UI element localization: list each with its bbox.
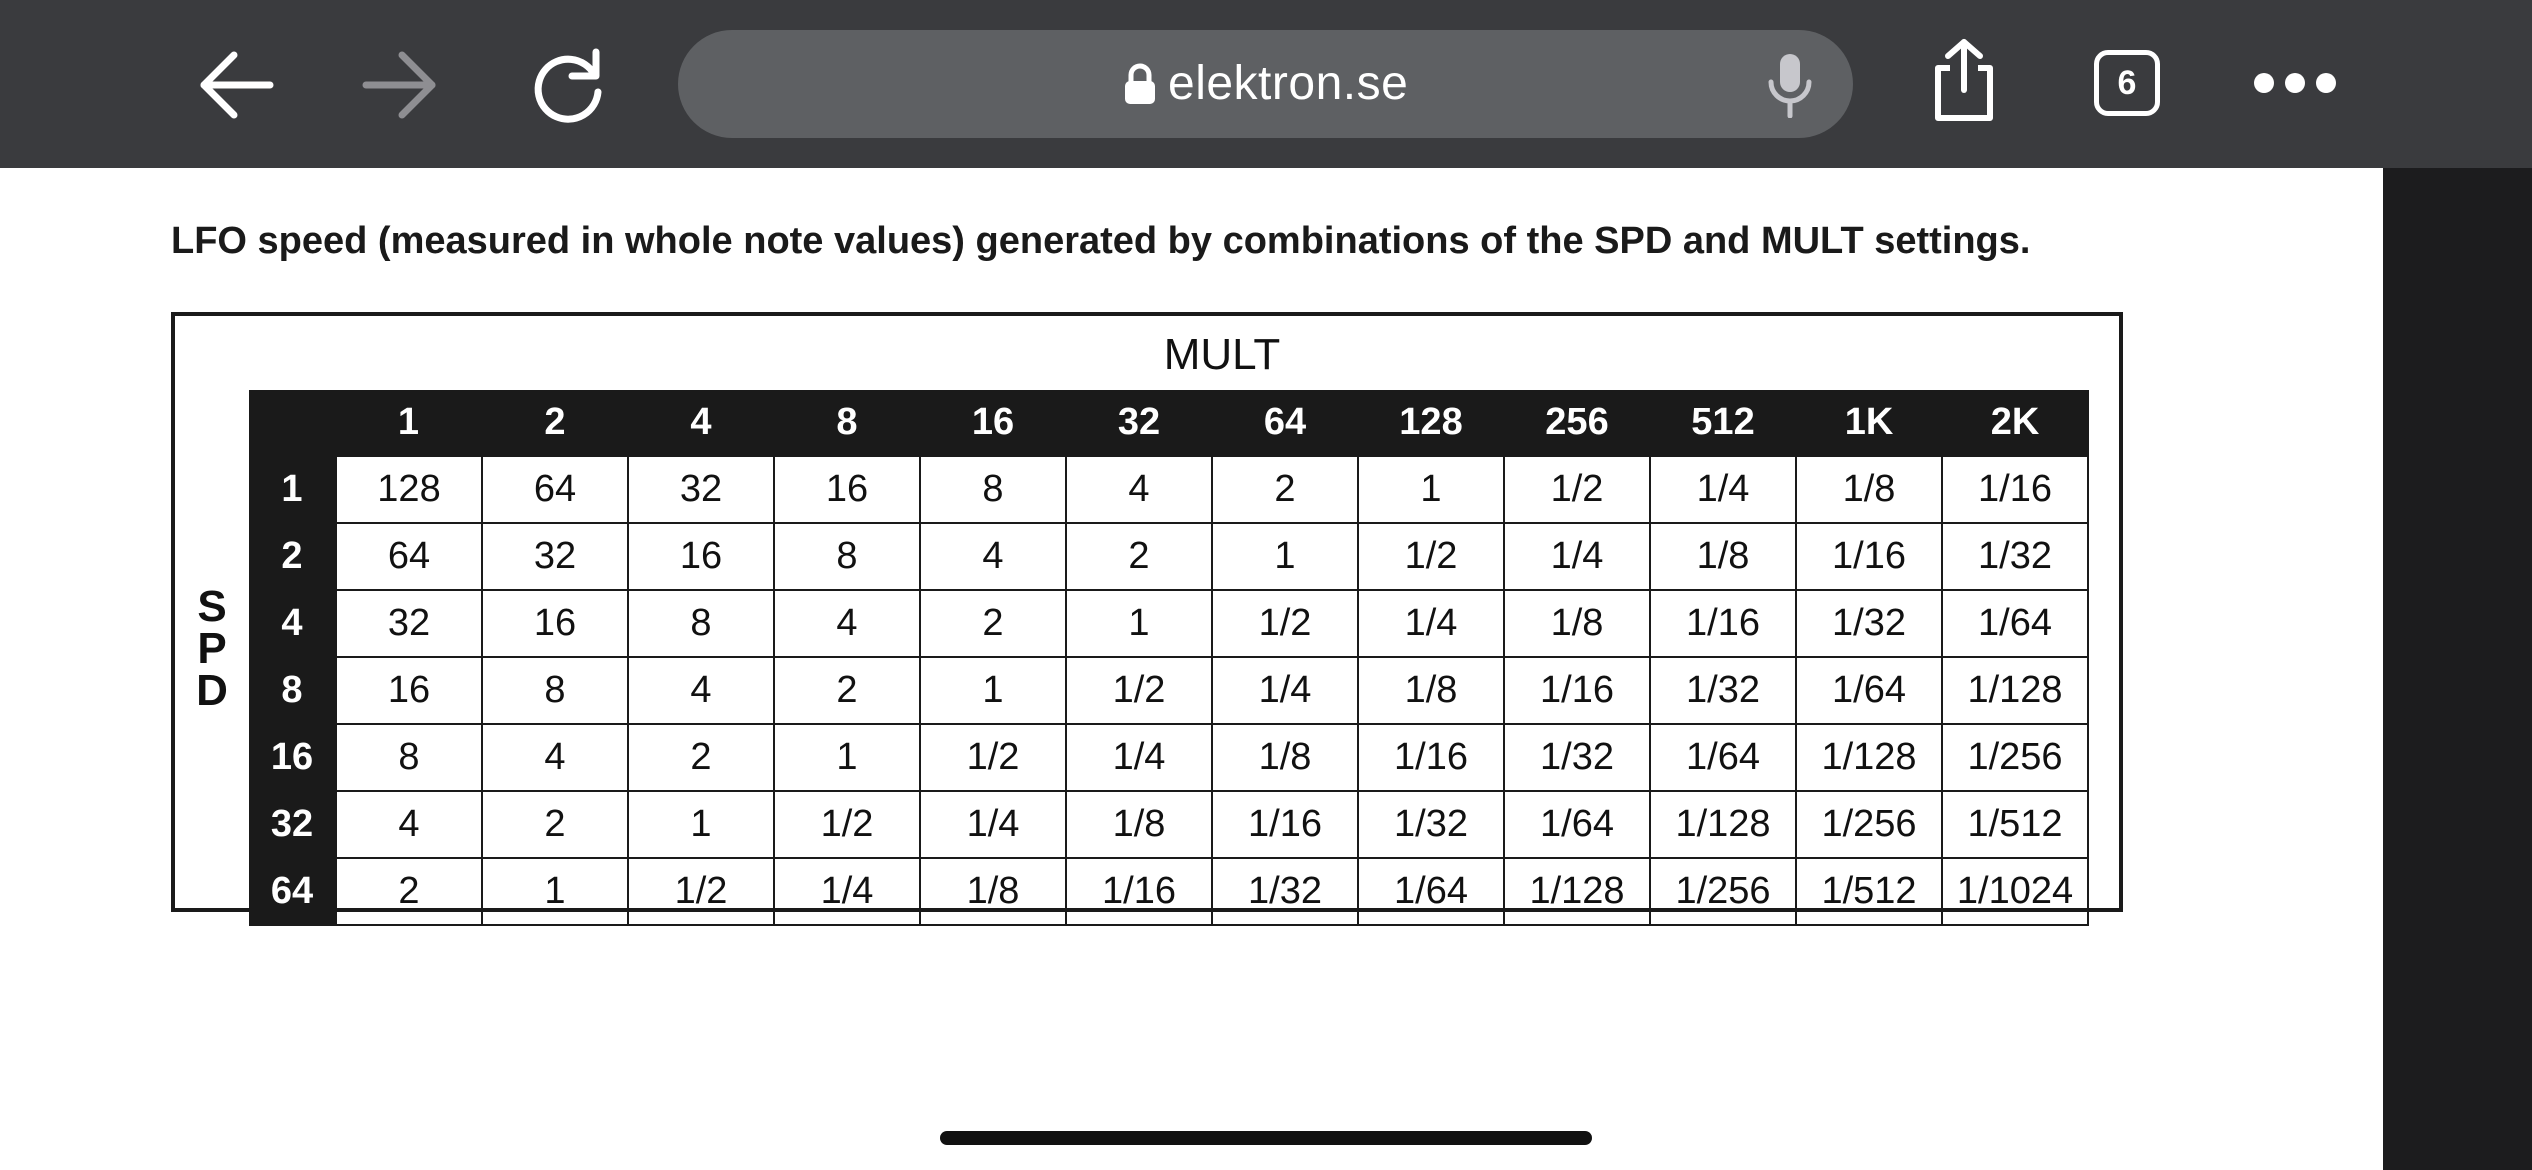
table-cell: 16: [336, 657, 482, 724]
table-cell: 1/2: [1212, 590, 1358, 657]
table-cell: 64: [336, 523, 482, 590]
mult-header: 4: [628, 390, 774, 456]
share-icon[interactable]: [1928, 38, 2000, 124]
table-cell: 1/8: [1066, 791, 1212, 858]
table-cell: 1: [1358, 456, 1504, 523]
table-cell: 1/128: [1796, 724, 1942, 791]
mult-header: 32: [1066, 390, 1212, 456]
table-cell: 1/64: [1650, 724, 1796, 791]
spd-header: 2: [249, 523, 336, 590]
table-cell: 1/2: [1504, 456, 1650, 523]
table-cell: 1/128: [1650, 791, 1796, 858]
table-cell: 1/8: [1504, 590, 1650, 657]
table-cell: 4: [1066, 456, 1212, 523]
table-cell: 1/1024: [1942, 858, 2088, 925]
mult-header: 128: [1358, 390, 1504, 456]
tab-count-button[interactable]: 6: [2094, 50, 2160, 116]
table-cell: 32: [482, 523, 628, 590]
table-cell: 1: [628, 791, 774, 858]
arrow-left-icon[interactable]: [196, 45, 276, 125]
table-cell: 1/16: [1066, 858, 1212, 925]
mult-header-row: [249, 390, 2088, 456]
table-cell: 32: [628, 456, 774, 523]
lfo-speed-table: [171, 312, 2123, 912]
spd-letter: D: [196, 666, 228, 715]
table-cell: 1/512: [1942, 791, 2088, 858]
table-cell: 1/512: [1796, 858, 1942, 925]
table-cell: 1/4: [1650, 456, 1796, 523]
table-cell: 1: [920, 657, 1066, 724]
table-cell: 1/16: [1504, 657, 1650, 724]
arrow-right-icon[interactable]: [360, 45, 440, 125]
table-row: [249, 657, 2088, 724]
table-cell: 1/8: [1796, 456, 1942, 523]
spd-letter: S: [197, 582, 227, 631]
mult-header: 2K: [1942, 390, 2088, 456]
mult-header: 8: [774, 390, 920, 456]
table-cell: 1/64: [1358, 858, 1504, 925]
table-cell: 1/16: [1358, 724, 1504, 791]
table-cell: 8: [628, 590, 774, 657]
table-cell: 1/4: [1212, 657, 1358, 724]
table-cell: 4: [628, 657, 774, 724]
table-cell: 32: [336, 590, 482, 657]
table-cell: 1/16: [1650, 590, 1796, 657]
table-cell: 16: [482, 590, 628, 657]
table-cell: 1/16: [1212, 791, 1358, 858]
table-row: [249, 456, 2088, 523]
table-cell: 1/16: [1942, 456, 2088, 523]
table-cell: 16: [774, 456, 920, 523]
table-cell: 1/4: [1358, 590, 1504, 657]
more-dots-icon[interactable]: [2252, 68, 2338, 98]
right-gutter: [2383, 168, 2532, 1170]
table-caption: LFO speed (measured in whole note values) generated by combinations of the SPD and MULT settings.: [171, 220, 2031, 262]
spd-header: 8: [249, 657, 336, 724]
table-cell: 4: [774, 590, 920, 657]
table-cell: 2: [774, 657, 920, 724]
table-cell: 1/4: [1504, 523, 1650, 590]
spd-header: 32: [249, 791, 336, 858]
spd-header: 64: [249, 858, 336, 925]
table-row: [249, 791, 2088, 858]
table-cell: 1/128: [1942, 657, 2088, 724]
table-cell: 1/16: [1796, 523, 1942, 590]
table-cell: 64: [482, 456, 628, 523]
table-cell: 1/8: [1212, 724, 1358, 791]
table-cell: 1/8: [1650, 523, 1796, 590]
url-text: elektron.se: [1168, 57, 1409, 110]
table-cell: 1/32: [1942, 523, 2088, 590]
table-cell: 2: [920, 590, 1066, 657]
spd-header: 4: [249, 590, 336, 657]
address-bar[interactable]: [678, 30, 1853, 138]
table-cell: 2: [1066, 523, 1212, 590]
table-cell: 1/8: [920, 858, 1066, 925]
table-cell: 8: [482, 657, 628, 724]
table-cell: 1/4: [920, 791, 1066, 858]
table-row: [249, 858, 2088, 925]
table-cell: 1/2: [920, 724, 1066, 791]
table-cell: 16: [628, 523, 774, 590]
table-cell: 2: [1212, 456, 1358, 523]
table-cell: 2: [482, 791, 628, 858]
table-cell: 1/128: [1504, 858, 1650, 925]
microphone-icon[interactable]: [1766, 52, 1814, 118]
table-cell: 8: [920, 456, 1066, 523]
table-cell: 1/4: [774, 858, 920, 925]
table-cell: 1/8: [1358, 657, 1504, 724]
table-cell: 1: [774, 724, 920, 791]
home-indicator[interactable]: [940, 1131, 1592, 1145]
table-cell: 2: [628, 724, 774, 791]
mult-axis-label: MULT: [1163, 330, 1281, 379]
spd-header: 16: [249, 724, 336, 791]
table-cell: 1/32: [1504, 724, 1650, 791]
table-cell: 1/32: [1212, 858, 1358, 925]
table-cell: 1/2: [774, 791, 920, 858]
table-cell: 1/2: [628, 858, 774, 925]
table-cell: 1/2: [1358, 523, 1504, 590]
table-cell: 1/32: [1796, 590, 1942, 657]
table-cell: 4: [920, 523, 1066, 590]
mult-header: 2: [482, 390, 628, 456]
reload-icon[interactable]: [528, 44, 610, 126]
table-cell: 1: [1066, 590, 1212, 657]
corner-cell: [249, 390, 336, 456]
spd-axis-label: [175, 390, 249, 908]
table-cell: 1/64: [1796, 657, 1942, 724]
mult-header: 256: [1504, 390, 1650, 456]
table-cell: 1/256: [1942, 724, 2088, 791]
mult-header: 1K: [1796, 390, 1942, 456]
table-cell: 1/32: [1650, 657, 1796, 724]
table-cell: 1: [1212, 523, 1358, 590]
table-cell: 1/256: [1796, 791, 1942, 858]
table-cell: 2: [336, 858, 482, 925]
table-cell: 1/256: [1650, 858, 1796, 925]
mult-header: 512: [1650, 390, 1796, 456]
lfo-grid: [249, 390, 2089, 926]
table-row: [249, 523, 2088, 590]
lock-icon: [1122, 62, 1158, 106]
web-page-content: [0, 168, 2383, 1170]
table-row: [249, 590, 2088, 657]
table-cell: 8: [336, 724, 482, 791]
table-cell: 4: [482, 724, 628, 791]
mult-header: 64: [1212, 390, 1358, 456]
mult-header: 1: [336, 390, 482, 456]
table-cell: 1/4: [1066, 724, 1212, 791]
table-row: [249, 724, 2088, 791]
spd-letter: P: [197, 624, 227, 673]
table-cell: 128: [336, 456, 482, 523]
table-cell: 1/64: [1504, 791, 1650, 858]
table-cell: 1: [482, 858, 628, 925]
table-cell: 4: [336, 791, 482, 858]
table-cell: 8: [774, 523, 920, 590]
table-cell: 1/32: [1358, 791, 1504, 858]
spd-header: 1: [249, 456, 336, 523]
table-cell: 1/2: [1066, 657, 1212, 724]
mult-header: 16: [920, 390, 1066, 456]
table-cell: 1/64: [1942, 590, 2088, 657]
browser-toolbar: [0, 0, 2532, 168]
